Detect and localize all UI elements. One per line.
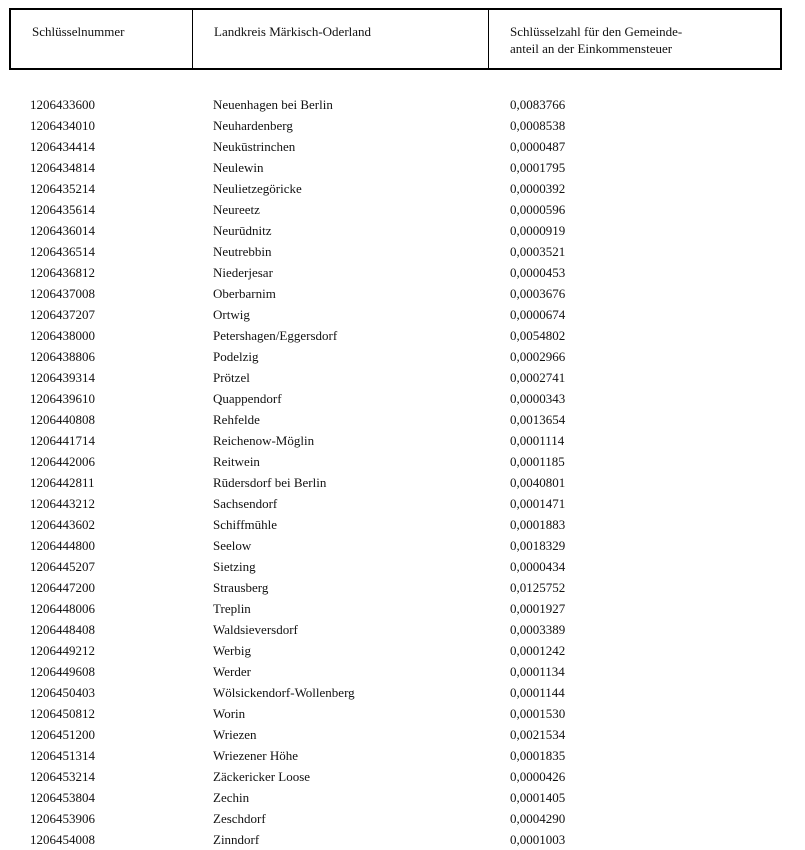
row-key-number: 1206445207 (30, 559, 95, 574)
row-key-number: 1206439610 (30, 391, 95, 406)
row-key-ratio: 0,0001114 (510, 433, 565, 448)
row-municipality: Zäckericker Loose (213, 769, 311, 784)
row-key-number: 1206449212 (30, 643, 95, 658)
table-row (0, 283, 805, 304)
row-key-number: 1206453906 (30, 811, 95, 826)
row-key-number: 1206449608 (30, 664, 95, 679)
row-key-ratio: 0,0001405 (510, 790, 566, 805)
row-key-number: 1206442006 (30, 454, 95, 469)
row-municipality: Schiffmūhle (213, 517, 278, 532)
table-row (0, 808, 805, 829)
table-row (0, 724, 805, 745)
row-municipality: Podelzig (213, 349, 259, 364)
row-key-ratio: 0,0000343 (510, 391, 566, 406)
table-row (0, 451, 805, 472)
row-key-number: 1206439314 (30, 370, 95, 385)
row-municipality: Zinndorf (213, 832, 260, 847)
row-key-number: 1206434010 (30, 118, 95, 133)
row-key-number: 1206440808 (30, 412, 95, 427)
row-key-number: 1206437207 (30, 307, 95, 322)
row-key-number: 1206435614 (30, 202, 95, 217)
row-key-ratio: 0,0083766 (510, 97, 566, 112)
table-row (0, 409, 805, 430)
row-municipality: Petershagen/Eggersdorf (213, 328, 338, 343)
row-key-number: 1206436014 (30, 223, 95, 238)
table-row (0, 136, 805, 157)
table-header (9, 8, 782, 70)
row-municipality: Zechin (213, 790, 250, 805)
row-key-ratio: 0,0125752 (510, 580, 566, 595)
row-key-ratio: 0,0001144 (510, 685, 565, 700)
row-municipality: Waldsieversdorf (213, 622, 298, 637)
table-row (0, 199, 805, 220)
row-key-ratio: 0,0008538 (510, 118, 566, 133)
row-key-number: 1206443602 (30, 517, 95, 532)
row-key-number: 1206443212 (30, 496, 95, 511)
row-key-ratio: 0,0002741 (510, 370, 566, 385)
table-row (0, 661, 805, 682)
row-municipality: Zeschdorf (213, 811, 266, 826)
row-key-ratio: 0,0002966 (510, 349, 566, 364)
row-key-ratio: 0,0001003 (510, 832, 566, 847)
table-body (0, 94, 805, 850)
row-key-number: 1206435214 (30, 181, 95, 196)
row-municipality: Neutrebbin (213, 244, 272, 259)
table-row (0, 220, 805, 241)
table-row (0, 598, 805, 619)
row-key-ratio: 0,0000453 (510, 265, 566, 280)
row-key-ratio: 0,0004290 (510, 811, 566, 826)
table-row (0, 115, 805, 136)
row-key-ratio: 0,0001471 (510, 496, 566, 511)
row-municipality: Werder (213, 664, 251, 679)
row-key-number: 1206454008 (30, 832, 95, 847)
table-row (0, 514, 805, 535)
row-municipality: Ortwig (213, 307, 250, 322)
row-key-number: 1206451200 (30, 727, 95, 742)
row-municipality: Oberbarnim (213, 286, 276, 301)
row-key-ratio: 0,0001927 (510, 601, 566, 616)
row-key-ratio: 0,0000487 (510, 139, 566, 154)
row-municipality: Strausberg (213, 580, 269, 595)
row-municipality: Rehfelde (213, 412, 260, 427)
header-key-number: Schlüsselnummer (32, 24, 125, 39)
row-key-number: 1206438806 (30, 349, 95, 364)
table-row (0, 829, 805, 850)
row-key-ratio: 0,0013654 (510, 412, 566, 427)
row-key-number: 1206447200 (30, 580, 95, 595)
row-municipality: Prötzel (213, 370, 250, 385)
row-municipality: Sietzing (213, 559, 256, 574)
row-key-number: 1206448408 (30, 622, 95, 637)
row-municipality: Neureetz (213, 202, 260, 217)
table-row (0, 430, 805, 451)
header-key-ratio: Schlüsselzahl für den Gemeinde- anteil an der Einkommensteuer (510, 24, 683, 56)
table-row (0, 703, 805, 724)
row-municipality: Neuenhagen bei Berlin (213, 97, 333, 112)
row-key-ratio: 0,0021534 (510, 727, 566, 742)
table-row (0, 388, 805, 409)
table-row (0, 577, 805, 598)
row-key-ratio: 0,0001883 (510, 517, 566, 532)
row-key-ratio: 0,0003389 (510, 622, 566, 637)
table-row (0, 346, 805, 367)
row-key-ratio: 0,0001530 (510, 706, 566, 721)
table-row (0, 304, 805, 325)
row-key-number: 1206451314 (30, 748, 95, 763)
row-municipality: Seelow (213, 538, 252, 553)
row-municipality: Neurūdnitz (213, 223, 272, 238)
row-key-number: 1206436514 (30, 244, 95, 259)
table-row (0, 766, 805, 787)
row-municipality: Quappendorf (213, 391, 282, 406)
table-row (0, 619, 805, 640)
row-key-ratio: 0,0001185 (510, 454, 565, 469)
row-key-number: 1206436812 (30, 265, 95, 280)
table-row (0, 94, 805, 115)
table-row (0, 745, 805, 766)
row-key-ratio: 0,0001795 (510, 160, 566, 175)
table-row (0, 787, 805, 808)
row-key-number: 1206434414 (30, 139, 95, 154)
row-key-ratio: 0,0054802 (510, 328, 566, 343)
table-row (0, 640, 805, 661)
table-row (0, 556, 805, 577)
row-key-number: 1206437008 (30, 286, 95, 301)
row-key-ratio: 0,0040801 (510, 475, 566, 490)
row-municipality: Reitwein (213, 454, 260, 469)
row-key-ratio: 0,0000674 (510, 307, 566, 322)
row-key-number: 1206433600 (30, 97, 95, 112)
row-municipality: Worin (213, 706, 246, 721)
row-key-ratio: 0,0003521 (510, 244, 566, 259)
row-municipality: Werbig (213, 643, 251, 658)
row-municipality: Wölsickendorf-Wollenberg (213, 685, 355, 700)
row-municipality: Sachsendorf (213, 496, 278, 511)
row-municipality: Wriezen (213, 727, 257, 742)
row-key-ratio: 0,0000392 (510, 181, 566, 196)
table-row (0, 682, 805, 703)
column-divider (488, 10, 489, 68)
row-key-number: 1206450812 (30, 706, 95, 721)
row-key-number: 1206453804 (30, 790, 95, 805)
row-key-ratio: 0,0018329 (510, 538, 566, 553)
row-key-ratio: 0,0000596 (510, 202, 566, 217)
row-key-ratio: 0,0001134 (510, 664, 565, 679)
row-key-ratio: 0,0000434 (510, 559, 566, 574)
table-row (0, 178, 805, 199)
row-municipality: Neulewin (213, 160, 264, 175)
row-municipality: Niederjesar (213, 265, 273, 280)
row-municipality: Rūdersdorf bei Berlin (213, 475, 327, 490)
table-row (0, 241, 805, 262)
row-key-number: 1206448006 (30, 601, 95, 616)
row-municipality: Neulietzegöricke (213, 181, 302, 196)
row-key-number: 1206442811 (30, 475, 95, 490)
row-key-ratio: 0,0001835 (510, 748, 566, 763)
table-row (0, 472, 805, 493)
row-key-number: 1206453214 (30, 769, 95, 784)
row-key-ratio: 0,0000919 (510, 223, 566, 238)
row-key-number: 1206441714 (30, 433, 95, 448)
row-key-number: 1206434814 (30, 160, 95, 175)
header-district: Landkreis Märkisch-Oderland (214, 24, 372, 39)
table-row (0, 367, 805, 388)
table-row (0, 493, 805, 514)
row-key-number: 1206450403 (30, 685, 95, 700)
table-row (0, 325, 805, 346)
column-divider (192, 10, 193, 68)
table-row (0, 535, 805, 556)
table-row (0, 262, 805, 283)
table-row (0, 157, 805, 178)
row-municipality: Neukūstrinchen (213, 139, 296, 154)
row-key-ratio: 0,0003676 (510, 286, 566, 301)
row-key-ratio: 0,0001242 (510, 643, 566, 658)
row-key-ratio: 0,0000426 (510, 769, 566, 784)
row-key-number: 1206438000 (30, 328, 95, 343)
row-key-number: 1206444800 (30, 538, 95, 553)
row-municipality: Wriezener Höhe (213, 748, 299, 763)
row-municipality: Reichenow-Möglin (213, 433, 315, 448)
row-municipality: Neuhardenberg (213, 118, 293, 133)
row-municipality: Treplin (213, 601, 251, 616)
